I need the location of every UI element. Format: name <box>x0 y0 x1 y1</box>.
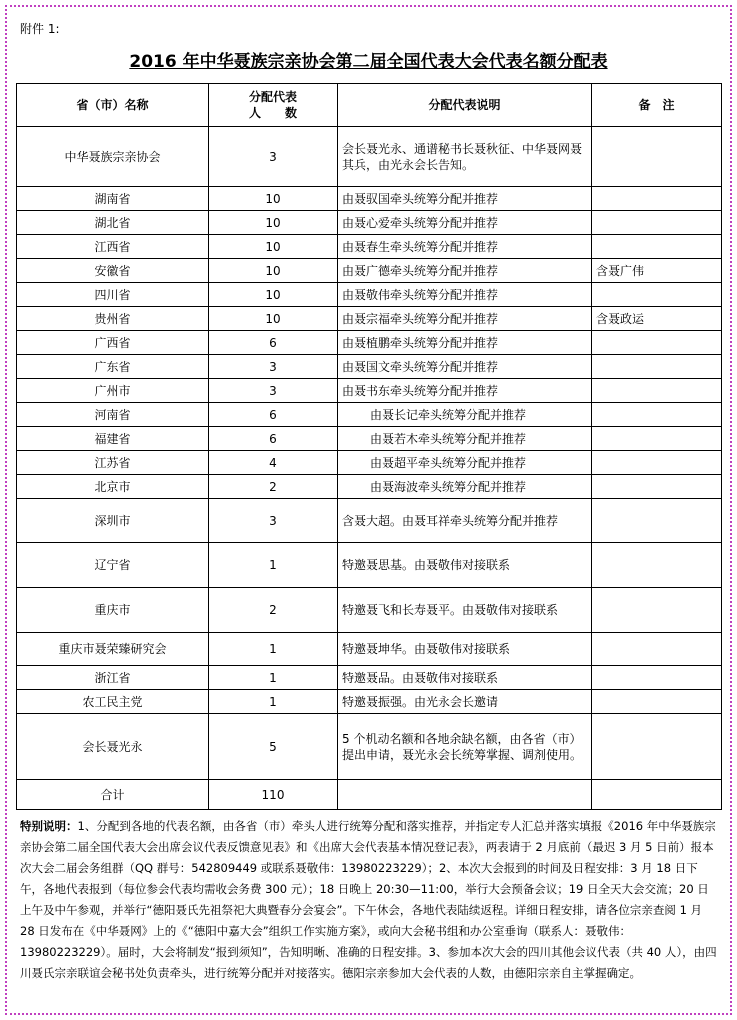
header-remark: 备 注 <box>592 84 722 127</box>
row-desc: 5 个机动名额和各地余缺名额，由各省（市）提出申请，聂光永会长统筹掌握、调剂使用。 <box>338 714 592 780</box>
row-remark <box>592 475 722 499</box>
row-desc: 由聂书东牵头统筹分配并推荐 <box>338 379 592 403</box>
row-name: 浙江省 <box>17 666 209 690</box>
table-row <box>17 283 722 307</box>
row-desc: 由聂国文牵头统筹分配并推荐 <box>338 355 592 379</box>
row-count: 3 <box>209 127 338 187</box>
row-name: 辽宁省 <box>17 543 209 588</box>
row-name: 广西省 <box>17 331 209 355</box>
row-name: 农工民主党 <box>17 690 209 714</box>
row-count: 10 <box>209 307 338 331</box>
table-row <box>17 127 722 187</box>
row-remark <box>592 331 722 355</box>
row-name: 福建省 <box>17 427 209 451</box>
row-name: 深圳市 <box>17 499 209 543</box>
row-desc: 含聂大超。由聂耳祥牵头统筹分配并推荐 <box>338 499 592 543</box>
row-remark <box>592 588 722 633</box>
row-name: 重庆市 <box>17 588 209 633</box>
row-name: 四川省 <box>17 283 209 307</box>
row-desc: 由聂超平牵头统筹分配并推荐 <box>338 451 592 475</box>
row-remark <box>592 451 722 475</box>
row-name: 湖南省 <box>17 187 209 211</box>
special-note <box>20 816 720 984</box>
row-remark <box>592 690 722 714</box>
row-remark <box>592 780 722 810</box>
row-name: 安徽省 <box>17 259 209 283</box>
row-count: 2 <box>209 588 338 633</box>
table-row <box>17 451 722 475</box>
row-count: 1 <box>209 633 338 666</box>
row-desc: 由聂春生牵头统筹分配并推荐 <box>338 235 592 259</box>
row-remark <box>592 666 722 690</box>
row-count: 6 <box>209 403 338 427</box>
table-row <box>17 355 722 379</box>
row-count: 10 <box>209 211 338 235</box>
table-row <box>17 543 722 588</box>
row-desc: 由聂若木牵头统筹分配并推荐 <box>338 427 592 451</box>
row-name: 广东省 <box>17 355 209 379</box>
row-count: 5 <box>209 714 338 780</box>
table-row <box>17 427 722 451</box>
row-count: 110 <box>209 780 338 810</box>
row-remark <box>592 714 722 780</box>
row-name: 广州市 <box>17 379 209 403</box>
row-remark <box>592 211 722 235</box>
row-count: 6 <box>209 427 338 451</box>
row-desc: 特邀聂品。由聂敬伟对接联系 <box>338 666 592 690</box>
row-count: 1 <box>209 666 338 690</box>
row-name: 会长聂光永 <box>17 714 209 780</box>
note-text: 1、分配到各地的代表名额，由各省（市）牵头人进行统筹分配和落实推荐，并指定专人汇总并落实填报《2016 年中华聂族宗亲协会第二届全国代表大会出席会议代表反馈意见表》和《出席大会代表基本情况登记表》，两表请于 2 月底前（最迟 3 月 5 日前）报本次大会二届会务组群（QQ 群号：542809449 或联系聂敬伟：13980223229）；2、本次大会报到的时间及日程安排：3 月 18 日下午，各地代表报到（每位参会代表均需收会务费 300 元）；18 日晚上 20:30—11:00，举行大会预备会议；19 日全天大会交流；20 日上午及中午参观，并举行“德阳聂氏先祖祭祀大典暨春分会宴会”。下午休会，各地代表陆续返程。详细日程安排，请各位宗亲查阅 1 月 28 日发布在《中华聂网》上的《“德阳中嘉大会”组织工作实施方案》，或向大会秘书组和办公室垂询（联系人：聂敬伟：13980223229）。届时，大会将制发“报到须知”，告知明晰、准确的日程安排。3、参加本次大会的四川其他会议代表（共 40 人），由四川聂氏宗亲联谊会秘书处负责牵头，进行统筹分配并对接落实。德阳宗亲参加大会代表的人数，由德阳宗亲自主掌握确定。 <box>20 819 717 980</box>
row-name: 北京市 <box>17 475 209 499</box>
row-desc: 由聂敬伟牵头统筹分配并推荐 <box>338 283 592 307</box>
table-row <box>17 187 722 211</box>
row-desc: 由聂海波牵头统筹分配并推荐 <box>338 475 592 499</box>
row-name: 合计 <box>17 780 209 810</box>
table-row <box>17 259 722 283</box>
row-remark <box>592 283 722 307</box>
row-remark <box>592 379 722 403</box>
header-count-line2: 人 数 <box>248 106 297 120</box>
table-header-row <box>17 84 722 127</box>
table-row <box>17 331 722 355</box>
row-desc: 会长聂光永、通谱秘书长聂秋征、中华聂网聂其兵，由光永会长告知。 <box>338 127 592 187</box>
table-row <box>17 499 722 543</box>
row-count: 3 <box>209 499 338 543</box>
row-remark <box>592 187 722 211</box>
header-name: 省（市）名称 <box>17 84 209 127</box>
row-remark: 含聂广伟 <box>592 259 722 283</box>
table-row <box>17 690 722 714</box>
table-row <box>17 666 722 690</box>
row-name: 中华聂族宗亲协会 <box>17 127 209 187</box>
row-name: 江苏省 <box>17 451 209 475</box>
row-desc: 由聂宗福牵头统筹分配并推荐 <box>338 307 592 331</box>
row-desc: 由聂植鹏牵头统筹分配并推荐 <box>338 331 592 355</box>
table-row <box>17 403 722 427</box>
row-remark <box>592 235 722 259</box>
row-name: 贵州省 <box>17 307 209 331</box>
row-count: 1 <box>209 690 338 714</box>
quota-table <box>16 83 722 810</box>
row-count: 1 <box>209 543 338 588</box>
table-row <box>17 379 722 403</box>
attachment-label: 附件 1: <box>20 22 60 36</box>
table-row <box>17 235 722 259</box>
row-count: 4 <box>209 451 338 475</box>
row-remark <box>592 427 722 451</box>
row-desc: 特邀聂坤华。由聂敬伟对接联系 <box>338 633 592 666</box>
row-count: 10 <box>209 187 338 211</box>
row-desc: 由聂驭国牵头统筹分配并推荐 <box>338 187 592 211</box>
row-remark: 含聂政运 <box>592 307 722 331</box>
row-count: 6 <box>209 331 338 355</box>
table-row <box>17 714 722 780</box>
row-name: 河南省 <box>17 403 209 427</box>
header-count <box>209 84 338 127</box>
row-desc: 由聂广德牵头统筹分配并推荐 <box>338 259 592 283</box>
row-desc <box>338 780 592 810</box>
row-remark <box>592 633 722 666</box>
row-count: 2 <box>209 475 338 499</box>
row-count: 10 <box>209 259 338 283</box>
row-count: 3 <box>209 379 338 403</box>
row-remark <box>592 355 722 379</box>
table-row <box>17 780 722 810</box>
row-name: 江西省 <box>17 235 209 259</box>
row-name: 重庆市聂荣臻研究会 <box>17 633 209 666</box>
row-remark <box>592 127 722 187</box>
header-desc: 分配代表说明 <box>338 84 592 127</box>
row-count: 10 <box>209 235 338 259</box>
row-desc: 特邀聂飞和长寿聂平。由聂敬伟对接联系 <box>338 588 592 633</box>
row-count: 10 <box>209 283 338 307</box>
row-desc: 特邀聂振强。由光永会长邀请 <box>338 690 592 714</box>
row-remark <box>592 543 722 588</box>
table-row <box>17 475 722 499</box>
page-title: 2016 年中华聂族宗亲协会第二届全国代表大会代表名额分配表 <box>129 52 608 72</box>
header-count-line1: 分配代表 <box>248 90 297 104</box>
row-desc: 特邀聂思基。由聂敬伟对接联系 <box>338 543 592 588</box>
row-remark <box>592 403 722 427</box>
table-row <box>17 307 722 331</box>
row-count: 3 <box>209 355 338 379</box>
note-label: 特别说明： <box>20 819 78 833</box>
row-desc: 由聂长记牵头统筹分配并推荐 <box>338 403 592 427</box>
table-row <box>17 633 722 666</box>
row-desc: 由聂心爱牵头统筹分配并推荐 <box>338 211 592 235</box>
table-row <box>17 211 722 235</box>
row-remark <box>592 499 722 543</box>
table-row <box>17 588 722 633</box>
row-name: 湖北省 <box>17 211 209 235</box>
